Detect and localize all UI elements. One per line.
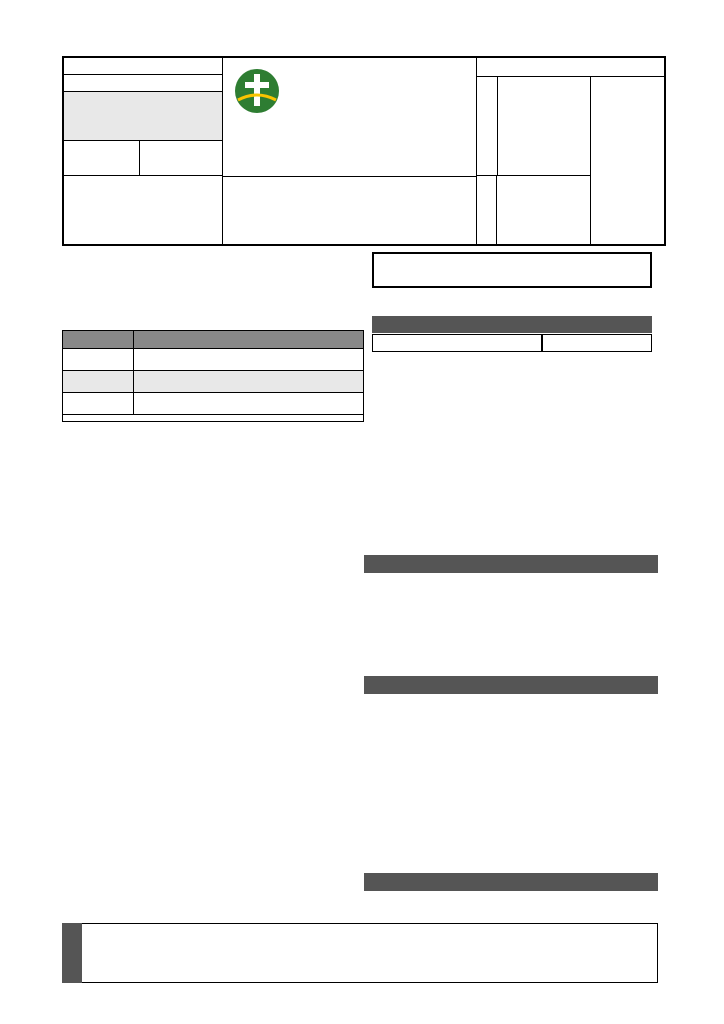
chuseok-date bbox=[63, 393, 134, 415]
chuseok-head-info bbox=[134, 331, 364, 349]
chuseok-info bbox=[134, 371, 364, 393]
header-left-info bbox=[64, 58, 222, 244]
hymn-staff bbox=[86, 926, 652, 962]
catechumen-title bbox=[64, 58, 222, 75]
elder-amount bbox=[542, 334, 652, 352]
mass-sat-label bbox=[477, 77, 498, 176]
elder-title bbox=[372, 316, 652, 333]
chuseok-head-date bbox=[63, 331, 134, 349]
hymn-label bbox=[62, 923, 82, 983]
chuseok-date bbox=[63, 371, 134, 393]
chuseok-date bbox=[63, 349, 134, 371]
contact-label bbox=[64, 75, 104, 91]
infant-baptism-box bbox=[64, 92, 222, 141]
mass-title bbox=[477, 58, 664, 77]
chuseok-table bbox=[62, 330, 364, 422]
chuseok-info bbox=[134, 393, 364, 415]
cafe-box bbox=[372, 252, 652, 288]
cross-logo-icon bbox=[232, 66, 282, 116]
service-bar bbox=[364, 555, 658, 573]
appointment-bar bbox=[364, 676, 658, 694]
transfer-bar bbox=[364, 873, 658, 891]
chuseok-info bbox=[134, 349, 364, 371]
elder-label bbox=[372, 334, 542, 352]
mass-sun-label bbox=[477, 176, 497, 244]
parish-logo bbox=[232, 66, 282, 132]
